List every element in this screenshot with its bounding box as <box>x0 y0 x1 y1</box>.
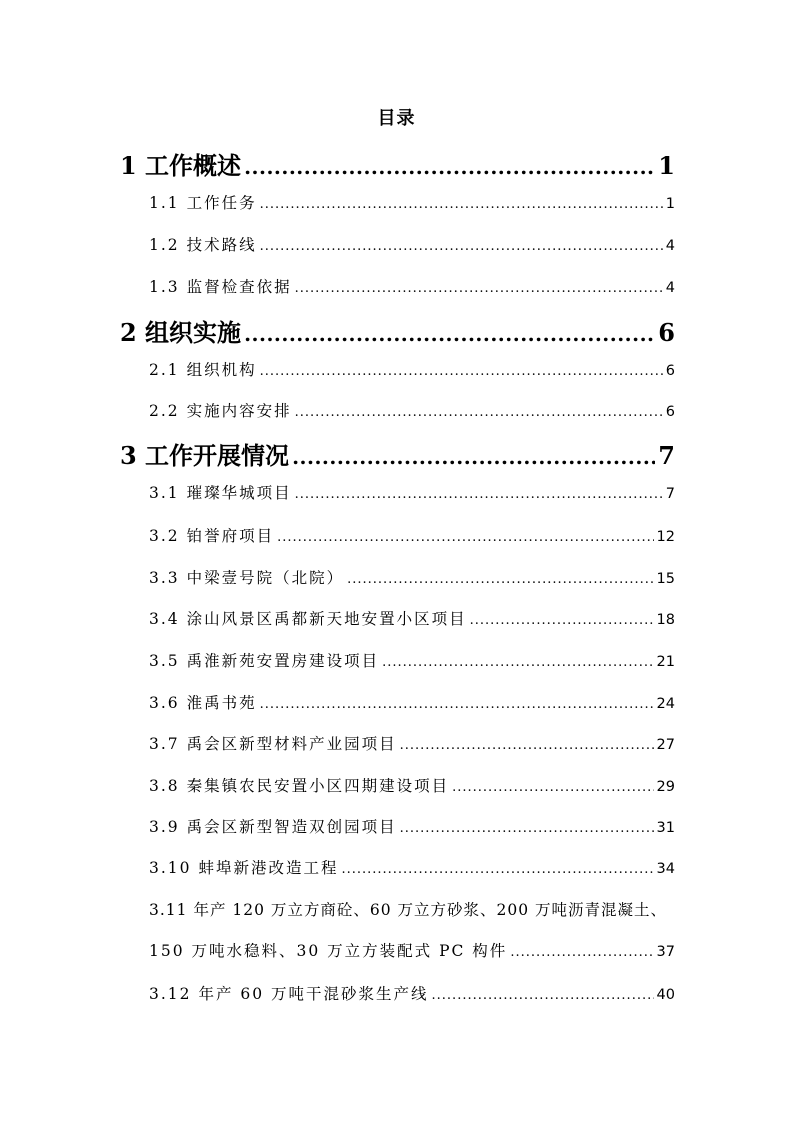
toc-entry-label: 3.8 秦集镇农民安置小区四期建设项目 <box>149 777 450 795</box>
toc-entry-page: 27 <box>656 737 675 753</box>
toc-entry-3-2[interactable] <box>149 524 675 546</box>
toc-entry-label: 3.2 铂誉府项目 <box>149 527 275 545</box>
dot-leader <box>260 197 663 212</box>
toc-entry-page: 1 <box>665 196 675 212</box>
toc-entry-label: 3.9 禹会区新型智造双创园项目 <box>149 818 397 836</box>
toc-entry-1-3[interactable] <box>149 275 675 297</box>
toc-entry-label: 3.12 年产 60 万吨干混砂浆生产线 <box>149 985 429 1003</box>
toc-entry-3-5[interactable] <box>149 649 675 671</box>
toc-entry-1-1[interactable] <box>149 191 675 213</box>
toc-entry-3-12[interactable] <box>149 982 675 1004</box>
dot-leader <box>400 821 654 836</box>
toc-entry-label: 2 组织实施 <box>120 318 242 347</box>
toc-entry-label: 1.2 技术路线 <box>149 236 257 254</box>
toc-entry-page: 24 <box>656 696 675 712</box>
dot-leader <box>260 697 654 712</box>
toc-entry-page: 37 <box>656 944 675 960</box>
dot-leader <box>470 613 654 628</box>
dot-leader <box>341 862 653 877</box>
dot-leader <box>277 530 653 545</box>
toc-entry-3-1[interactable] <box>149 481 675 503</box>
toc-entry-label: 2.1 组织机构 <box>149 361 257 379</box>
toc-entry-page: 6 <box>665 404 675 420</box>
toc-entry-page: 4 <box>665 238 675 254</box>
toc-entry-label: 2.2 实施内容安排 <box>149 402 292 420</box>
toc-entry-label: 3.6 淮禹书苑 <box>149 694 257 712</box>
toc-entry-1[interactable] <box>120 146 675 181</box>
toc-entry-2-1[interactable] <box>149 358 675 380</box>
toc-entry-label: 1.1 工作任务 <box>149 194 257 212</box>
toc-entry-page: 7 <box>665 486 675 502</box>
toc-entry-page: 7 <box>658 441 675 470</box>
toc-entry-page: 1 <box>658 151 675 180</box>
toc-entry-label: 3.1 璀璨华城项目 <box>149 484 292 502</box>
toc-entry-3-8[interactable] <box>149 774 675 796</box>
toc-entry-label: 3.3 中梁壹号院（北院） <box>149 569 345 587</box>
toc-entry-page: 31 <box>656 820 675 836</box>
dot-leader <box>295 487 663 502</box>
toc-entry-page: 34 <box>656 861 675 877</box>
toc-entry-label: 1.3 监督检查依据 <box>149 278 292 296</box>
toc-entry-3-9[interactable] <box>149 815 675 837</box>
toc-entry-2-2[interactable] <box>149 399 675 421</box>
toc-entry-page: 6 <box>658 318 675 347</box>
toc-title: 目录 <box>377 108 416 129</box>
toc-entry-label: 3.4 涂山风景区禹都新天地安置小区项目 <box>149 610 467 628</box>
toc-entry-3-11-line1[interactable]: 3.11 年产 120 万立方商砼、60 万立方砂浆、200 万吨沥青混凝土、 <box>149 901 668 919</box>
toc-entry-page: 21 <box>656 654 675 670</box>
dot-leader <box>260 364 663 379</box>
toc-entry-label: 3.5 禹淮新苑安置房建设项目 <box>149 652 380 670</box>
toc-entry-3-10[interactable] <box>149 856 675 878</box>
toc-entry-3-7[interactable] <box>149 732 675 754</box>
toc-entry-3[interactable] <box>120 436 675 471</box>
toc-entry-label: 1 工作概述 <box>120 151 242 180</box>
dot-leader <box>292 445 655 469</box>
toc-entry-3-6[interactable] <box>149 691 675 713</box>
toc-entry-page: 40 <box>656 987 675 1003</box>
dot-leader <box>260 239 663 254</box>
toc-entry-page: 12 <box>656 529 675 545</box>
toc-entry-page: 18 <box>656 612 675 628</box>
dot-leader <box>382 655 653 670</box>
toc-entry-page: 15 <box>656 571 675 587</box>
toc-entry-3-4[interactable] <box>149 607 675 629</box>
toc-entry-1-2[interactable] <box>149 233 675 255</box>
toc-entry-page: 6 <box>665 363 675 379</box>
dot-leader <box>400 738 654 753</box>
dot-leader <box>244 155 655 179</box>
dot-leader <box>347 572 653 587</box>
toc-entry-label: 150 万吨水稳料、30 万立方装配式 PC 构件 <box>149 942 508 960</box>
toc-entry-3-3[interactable] <box>149 566 675 588</box>
toc-entry-label: 3.10 蚌埠新港改造工程 <box>149 859 339 877</box>
toc-entry-label: 3 工作开展情况 <box>120 441 290 470</box>
dot-leader <box>452 780 653 795</box>
dot-leader <box>510 945 653 960</box>
dot-leader <box>432 988 654 1003</box>
toc-entry-2[interactable] <box>120 313 675 348</box>
dot-leader <box>295 281 663 296</box>
toc-entry-label: 3.7 禹会区新型材料产业园项目 <box>149 735 397 753</box>
dot-leader <box>295 405 663 420</box>
toc-entry-page: 4 <box>665 280 675 296</box>
toc-entry-3-11-line2[interactable] <box>149 939 675 961</box>
dot-leader <box>244 322 655 346</box>
toc-entry-page: 29 <box>656 779 675 795</box>
